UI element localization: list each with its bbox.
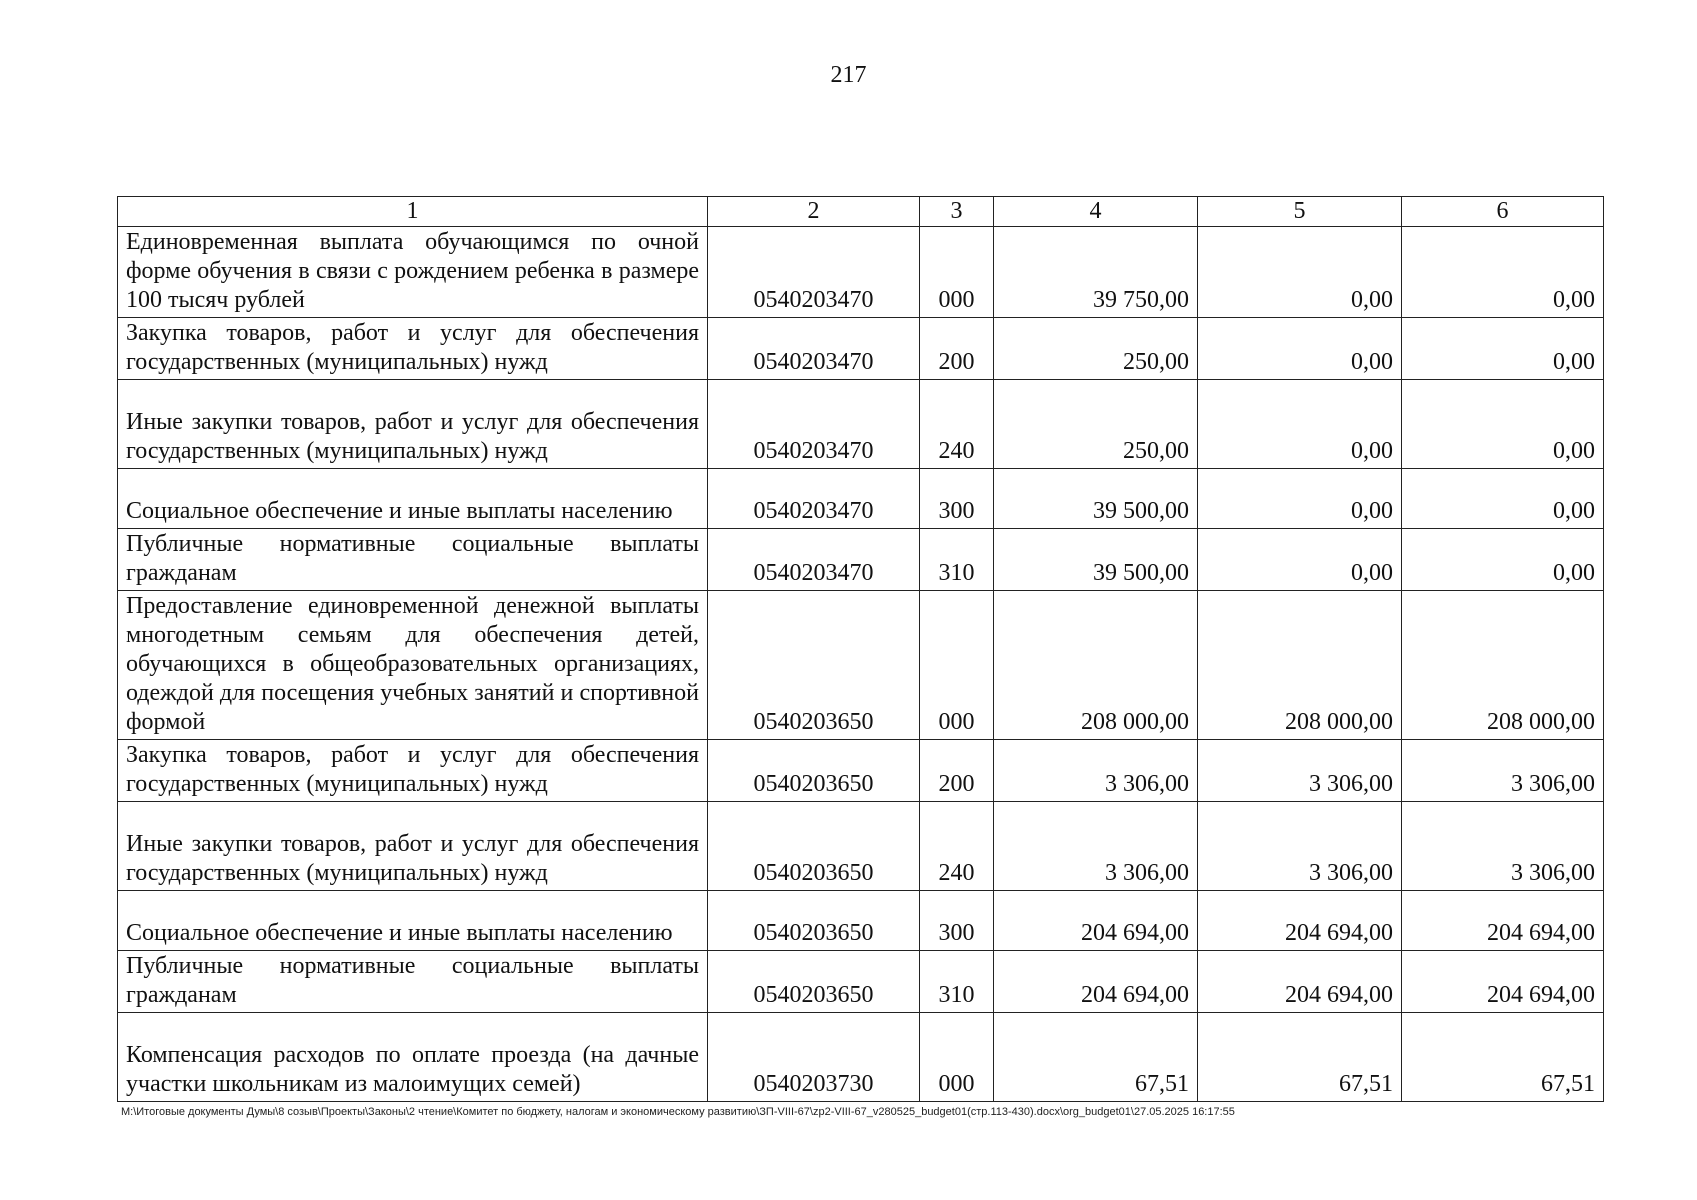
row-description: Социальное обеспечение и иные выплаты населению	[118, 891, 708, 951]
target-article-code: 0540203470	[708, 380, 920, 469]
amount-col-6: 0,00	[1402, 227, 1604, 318]
target-article-code: 0540203650	[708, 891, 920, 951]
amount-col-4: 204 694,00	[994, 891, 1198, 951]
expense-type-code: 300	[920, 469, 994, 529]
document-file-path: M:\Итоговые документы Думы\8 созыв\Проекты\Законы\2 чтение\Комитет по бюджету, налогам и экономическому развитию\ЗП-VIII-67\zp2-VIII-67_v280525_budget01(стр.113-430).docx\org_budget01\27.05.2025 16:17:55	[121, 1106, 1235, 1118]
expense-type-code: 200	[920, 740, 994, 802]
amount-col-4: 204 694,00	[994, 951, 1198, 1013]
table-row	[118, 891, 1604, 951]
row-description: Компенсация расходов по оплате проезда (на дачные участки школьникам из малоимущих семей)	[118, 1013, 708, 1102]
amount-col-5: 0,00	[1198, 227, 1402, 318]
expense-type-code: 000	[920, 1013, 994, 1102]
column-header-3: 3	[920, 197, 994, 227]
table-row	[118, 740, 1604, 802]
table-row	[118, 591, 1604, 740]
amount-col-5: 0,00	[1198, 380, 1402, 469]
column-header-2: 2	[708, 197, 920, 227]
expense-type-code: 240	[920, 380, 994, 469]
amount-col-4: 3 306,00	[994, 740, 1198, 802]
target-article-code: 0540203730	[708, 1013, 920, 1102]
amount-col-6: 0,00	[1402, 469, 1604, 529]
amount-col-4: 250,00	[994, 318, 1198, 380]
table-row	[118, 802, 1604, 891]
amount-col-6: 3 306,00	[1402, 802, 1604, 891]
column-number-row	[118, 197, 1604, 227]
row-description: Публичные нормативные социальные выплаты гражданам	[118, 951, 708, 1013]
amount-col-4: 39 500,00	[994, 469, 1198, 529]
row-description: Закупка товаров, работ и услуг для обеспечения государственных (муниципальных) нужд	[118, 318, 708, 380]
target-article-code: 0540203470	[708, 227, 920, 318]
amount-col-4: 3 306,00	[994, 802, 1198, 891]
amount-col-5: 0,00	[1198, 469, 1402, 529]
amount-col-5: 0,00	[1198, 529, 1402, 591]
expense-type-code: 300	[920, 891, 994, 951]
amount-col-5: 204 694,00	[1198, 951, 1402, 1013]
amount-col-6: 204 694,00	[1402, 891, 1604, 951]
expense-type-code: 000	[920, 591, 994, 740]
amount-col-6: 0,00	[1402, 529, 1604, 591]
budget-table	[117, 196, 1604, 1102]
row-description: Единовременная выплата обучающимся по очной форме обучения в связи с рождением ребенка в размере 100 тысяч рублей	[118, 227, 708, 318]
amount-col-6: 204 694,00	[1402, 951, 1604, 1013]
row-description: Иные закупки товаров, работ и услуг для обеспечения государственных (муниципальных) нужд	[118, 802, 708, 891]
target-article-code: 0540203650	[708, 951, 920, 1013]
row-description: Предоставление единовременной денежной выплаты многодетным семьям для обеспечения детей, обучающихся в общеобразовательных организациях, одеждой для посещения учебных занятий и спортивной формой	[118, 591, 708, 740]
amount-col-4: 250,00	[994, 380, 1198, 469]
target-article-code: 0540203650	[708, 591, 920, 740]
row-description: Публичные нормативные социальные выплаты гражданам	[118, 529, 708, 591]
column-header-6: 6	[1402, 197, 1604, 227]
column-header-5: 5	[1198, 197, 1402, 227]
amount-col-5: 3 306,00	[1198, 802, 1402, 891]
page-number: 217	[830, 62, 867, 88]
amount-col-6: 0,00	[1402, 318, 1604, 380]
table-row	[118, 469, 1604, 529]
row-description: Закупка товаров, работ и услуг для обеспечения государственных (муниципальных) нужд	[118, 740, 708, 802]
amount-col-4: 67,51	[994, 1013, 1198, 1102]
amount-col-5: 67,51	[1198, 1013, 1402, 1102]
table-row	[118, 318, 1604, 380]
table-row	[118, 1013, 1604, 1102]
column-header-4: 4	[994, 197, 1198, 227]
expense-type-code: 200	[920, 318, 994, 380]
amount-col-5: 0,00	[1198, 318, 1402, 380]
target-article-code: 0540203470	[708, 318, 920, 380]
table-row	[118, 951, 1604, 1013]
column-header-1: 1	[118, 197, 708, 227]
amount-col-4: 39 750,00	[994, 227, 1198, 318]
expense-type-code: 310	[920, 529, 994, 591]
target-article-code: 0540203650	[708, 740, 920, 802]
table-row	[118, 529, 1604, 591]
amount-col-6: 208 000,00	[1402, 591, 1604, 740]
amount-col-4: 39 500,00	[994, 529, 1198, 591]
target-article-code: 0540203470	[708, 529, 920, 591]
amount-col-5: 3 306,00	[1198, 740, 1402, 802]
amount-col-6: 0,00	[1402, 380, 1604, 469]
amount-col-5: 204 694,00	[1198, 891, 1402, 951]
table-row	[118, 380, 1604, 469]
row-description: Иные закупки товаров, работ и услуг для обеспечения государственных (муниципальных) нужд	[118, 380, 708, 469]
amount-col-5: 208 000,00	[1198, 591, 1402, 740]
expense-type-code: 310	[920, 951, 994, 1013]
row-description: Социальное обеспечение и иные выплаты населению	[118, 469, 708, 529]
target-article-code: 0540203470	[708, 469, 920, 529]
expense-type-code: 000	[920, 227, 994, 318]
amount-col-4: 208 000,00	[994, 591, 1198, 740]
amount-col-6: 67,51	[1402, 1013, 1604, 1102]
target-article-code: 0540203650	[708, 802, 920, 891]
table-row	[118, 227, 1604, 318]
amount-col-6: 3 306,00	[1402, 740, 1604, 802]
expense-type-code: 240	[920, 802, 994, 891]
